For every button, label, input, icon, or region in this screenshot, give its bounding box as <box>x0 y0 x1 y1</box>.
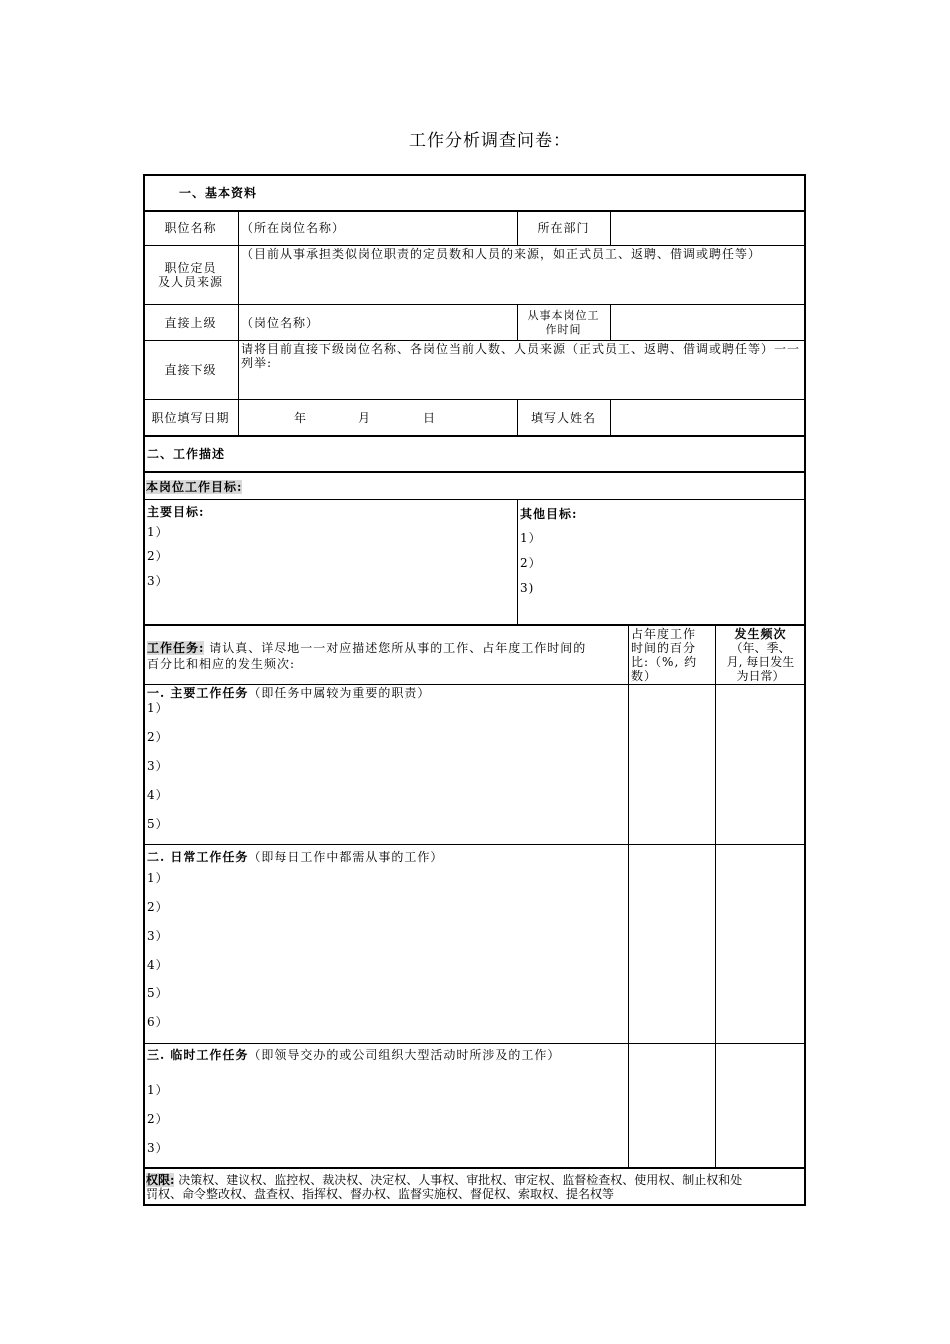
row-divider <box>143 399 806 400</box>
authority-line2: 罚权、命令整改权、盘查权、指挥权、督办权、监督实施权、督促权、索取权、提名权等 <box>146 1187 615 1201</box>
main-task-item[interactable]: 1） <box>147 701 169 715</box>
main-task-item[interactable]: 3） <box>147 759 169 773</box>
filler-name-label: 填写人姓名 <box>530 411 596 425</box>
main-tasks-note: （即任务中属较为重要的职责） <box>248 686 431 700</box>
row-divider <box>143 844 806 845</box>
other-goal-label: 其他目标: <box>520 507 578 521</box>
row-divider <box>143 499 806 500</box>
tenure-label: 从事本岗位工 <box>527 309 600 322</box>
percent-header: 占年度工作 <box>631 627 697 641</box>
temp-tasks-note: （即领导交办的或公司组织大型活动时所涉及的工作） <box>248 1048 561 1062</box>
subordinate-label: 直接下级 <box>164 363 217 377</box>
row-divider <box>143 245 806 246</box>
temp-tasks-title-row <box>147 1048 560 1062</box>
position-name-field[interactable]: （所在岗位名称） <box>241 221 346 235</box>
subordinate-field[interactable]: 请将目前直接下级岗位名称、各岗位当前人数、人员来源（正式员工、返聘、借调或聘任等）一一列举: <box>241 342 801 370</box>
fill-date-label: 职位填写日期 <box>151 411 230 425</box>
border-bottom <box>143 1204 806 1206</box>
department-field[interactable] <box>612 214 802 242</box>
task-instruction-line2: 百分比和相应的发生频次: <box>147 657 296 671</box>
percent-header-line3: 比:（%, 约 <box>631 655 698 669</box>
row-divider <box>143 624 806 626</box>
col-divider <box>610 304 611 341</box>
col-divider <box>715 624 716 1168</box>
authority-label: 权限: <box>146 1173 175 1187</box>
frequency-header-line3: 为日常） <box>736 669 785 683</box>
authority-text-1: 决策权、建议权、监控权、裁决权、决定权、人事权、审批权、审定权、监督检查权、使用权、制止权和处 <box>174 1173 743 1187</box>
row-divider <box>143 1043 806 1044</box>
daily-task-item[interactable]: 4） <box>147 958 169 972</box>
temp-task-item[interactable]: 1） <box>147 1083 169 1097</box>
daily-task-item[interactable]: 3） <box>147 929 169 943</box>
task-label: 工作任务: <box>147 641 205 655</box>
filler-name-field[interactable] <box>612 403 802 431</box>
row-divider <box>143 471 806 473</box>
other-goal-item[interactable]: 2） <box>520 556 542 570</box>
daily-tasks-note: （即每日工作中都需从事的工作） <box>248 850 444 864</box>
main-goal-item[interactable]: 2） <box>147 549 169 563</box>
main-task-item[interactable]: 5） <box>147 817 169 831</box>
border-top <box>143 174 806 176</box>
page-title: 工作分析调查问卷： <box>409 131 571 151</box>
main-task-item[interactable]: 4） <box>147 788 169 802</box>
percent-header-line2: 时间的百分 <box>631 641 697 655</box>
temp-tasks-title: 三. 临时工作任务 <box>147 1048 249 1062</box>
date-day[interactable]: 日 <box>423 411 437 425</box>
task-instruction <box>147 641 586 655</box>
daily-task-item[interactable]: 2） <box>147 900 169 914</box>
other-goal-item[interactable]: 3) <box>520 581 535 595</box>
tenure-label-line2: 作时间 <box>545 323 582 336</box>
frequency-header-line1: （年、季、 <box>730 641 791 655</box>
col-divider <box>610 210 611 246</box>
col-divider <box>238 210 239 435</box>
position-name-label: 职位名称 <box>164 221 217 235</box>
staffing-label-line2: 及人员来源 <box>157 275 223 289</box>
frequency-header-title: 发生频次 <box>734 627 787 641</box>
staffing-field[interactable]: （目前从事承担类似岗位职责的定员数和人员的来源，如正式员工、返聘、借调或聘任等） <box>241 247 762 261</box>
main-goal-label: 主要目标: <box>147 505 205 519</box>
authority-line1 <box>146 1173 742 1187</box>
main-goal-item[interactable]: 1） <box>147 525 169 539</box>
section-job-description-heading: 二、工作描述 <box>147 447 226 461</box>
daily-task-item[interactable]: 5） <box>147 986 169 1000</box>
col-divider <box>610 399 611 436</box>
daily-task-item[interactable]: 6） <box>147 1015 169 1029</box>
section-basic-info-heading: 一、基本资料 <box>179 186 258 200</box>
border-right <box>804 174 806 1206</box>
daily-task-item[interactable]: 1） <box>147 871 169 885</box>
row-divider <box>143 435 806 437</box>
superior-field[interactable]: （岗位名称） <box>241 316 320 330</box>
row-divider <box>143 1167 806 1169</box>
main-task-item[interactable]: 2） <box>147 730 169 744</box>
temp-task-item[interactable]: 3） <box>147 1141 169 1155</box>
questionnaire-form <box>143 174 806 1206</box>
date-month[interactable]: 月 <box>358 411 372 425</box>
department-label: 所在部门 <box>537 221 590 235</box>
daily-tasks-title-row <box>147 850 443 864</box>
other-goal-item[interactable]: 1） <box>520 531 542 545</box>
frequency-header-line2: 月, 每日发生 <box>726 655 795 669</box>
row-divider <box>143 210 806 212</box>
daily-tasks-title: 二. 日常工作任务 <box>147 850 249 864</box>
row-divider <box>143 684 806 685</box>
col-divider <box>517 499 518 625</box>
date-year[interactable]: 年 <box>294 411 308 425</box>
superior-label: 直接上级 <box>164 316 217 330</box>
row-divider <box>143 340 806 341</box>
main-tasks-title: 一. 主要工作任务 <box>147 686 249 700</box>
main-goal-item[interactable]: 3） <box>147 574 169 588</box>
tenure-field[interactable] <box>612 308 802 336</box>
staffing-label: 职位定员 <box>164 261 217 275</box>
col-divider <box>628 624 629 1168</box>
task-instruction-line1: 请认真、详尽地一一对应描述您所从事的工作、占年度工作时间的 <box>204 641 587 655</box>
main-tasks-title-row <box>147 686 430 700</box>
percent-header-line4: 数） <box>631 669 658 683</box>
job-goal-heading: 本岗位工作目标: <box>146 480 243 494</box>
temp-task-item[interactable]: 2） <box>147 1112 169 1126</box>
row-divider <box>143 304 806 305</box>
